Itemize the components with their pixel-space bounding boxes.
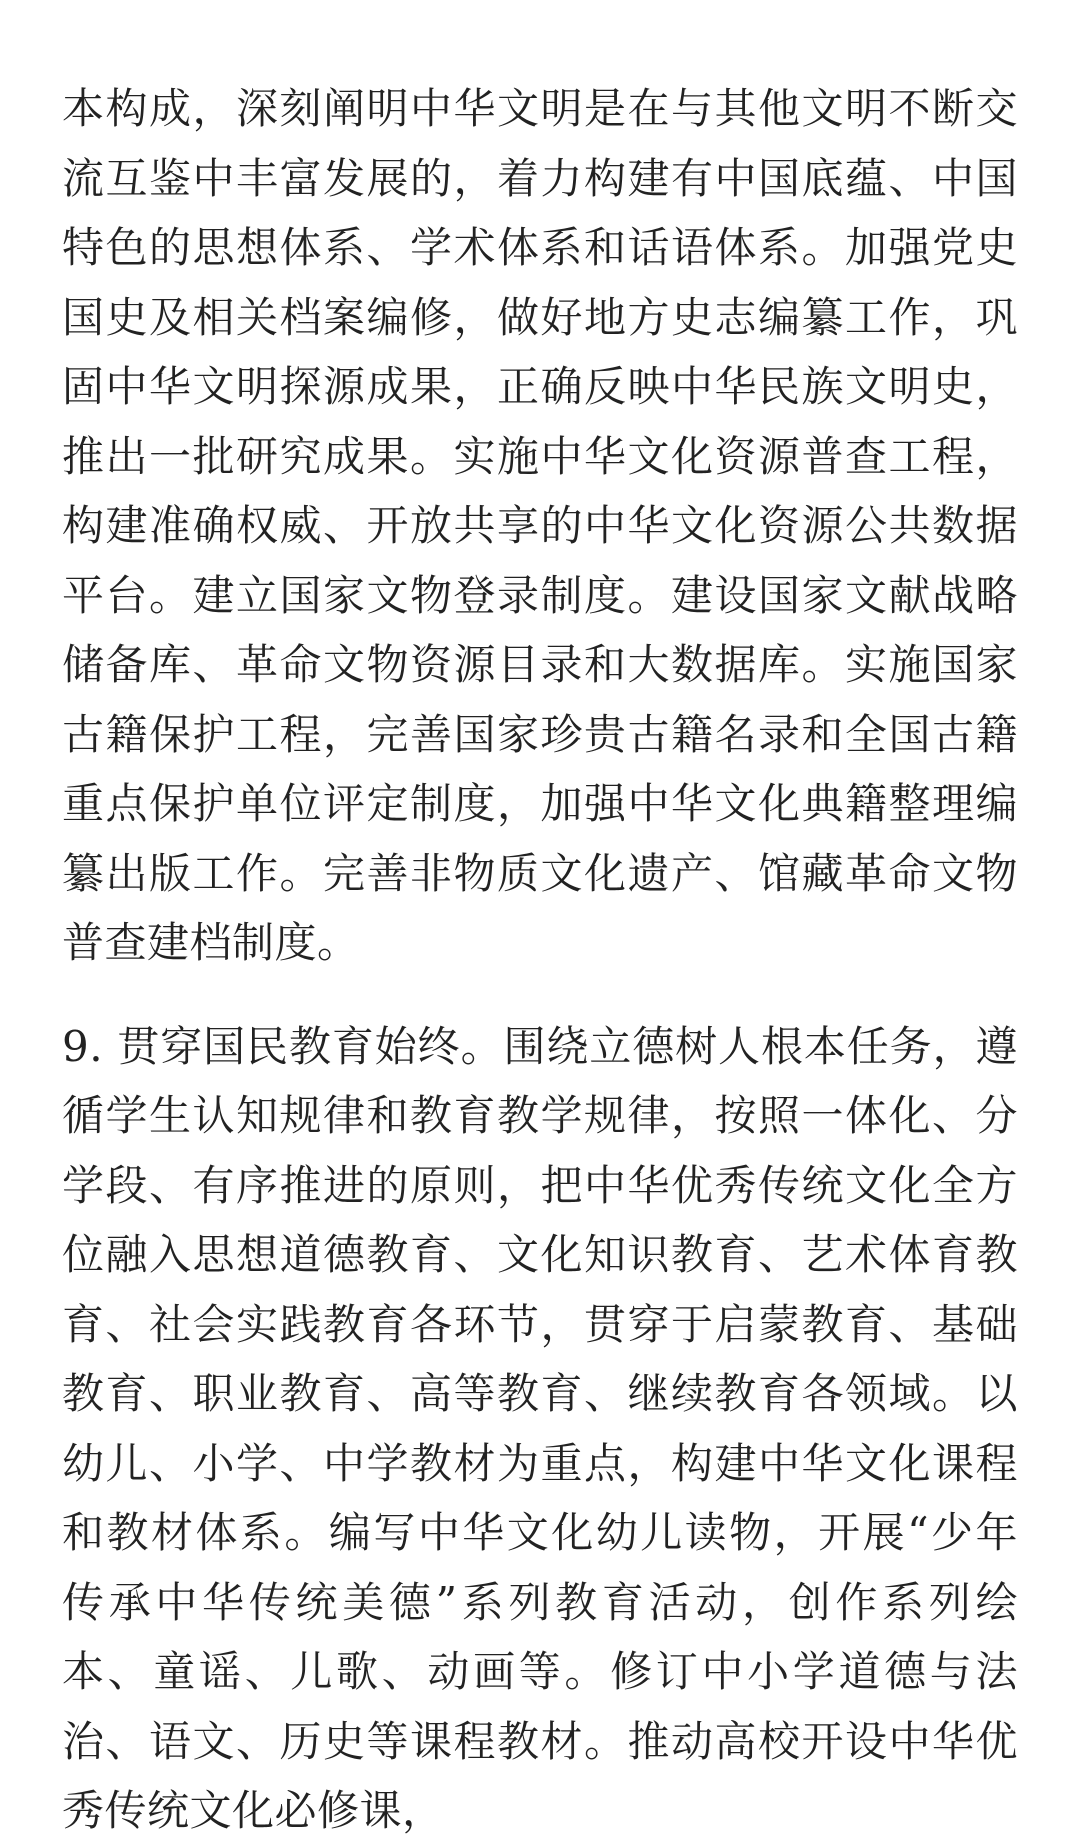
paragraph-continued: 本构成，深刻阐明中华文明是在与其他文明不断交流互鉴中丰富发展的，着力构建有中国底蕴、中国特色的思想体系、学术体系和话语体系。加强党史国史及相关档案编修，做好地方史志编纂工作，巩固中华文明探源成果，正确反映中华民族文明史，推出一批研究成果。实施中华文化资源普查工程，构建准确权威、开放共享的中华文化资源公共数据平台。建立国家文物登录制度。建设国家文献战略储备库、革命文物资源目录和大数据库。实施国家古籍保护工程，完善国家珍贵古籍名录和全国古籍重点保护单位评定制度，加强中华文化典籍整理编纂出版工作。完善非物质文化遗产、馆藏革命文物普查建档制度。: [62, 84, 1018, 967]
paragraph-item-9: 9. 贯穿国民教育始终。围绕立德树人根本任务，遵循学生认知规律和教育教学规律，按照一体化、分学段、有序推进的原则，把中华优秀传统文化全方位融入思想道德教育、文化知识教育、艺术体育教育、社会实践教育各环节，贯穿于启蒙教育、基础教育、职业教育、高等教育、继续教育各领域。以幼儿、小学、中学教材为重点，构建中华文化课程和教材体系。编写中华文化幼儿读物，开展“少年传承中华传统美德”系列教育活动，创作系列绘本、童谣、儿歌、动画等。修订中小学道德与法治、语文、历史等课程教材。推动高校开设中华优秀传统文化必修课，: [62, 1021, 1018, 1835]
